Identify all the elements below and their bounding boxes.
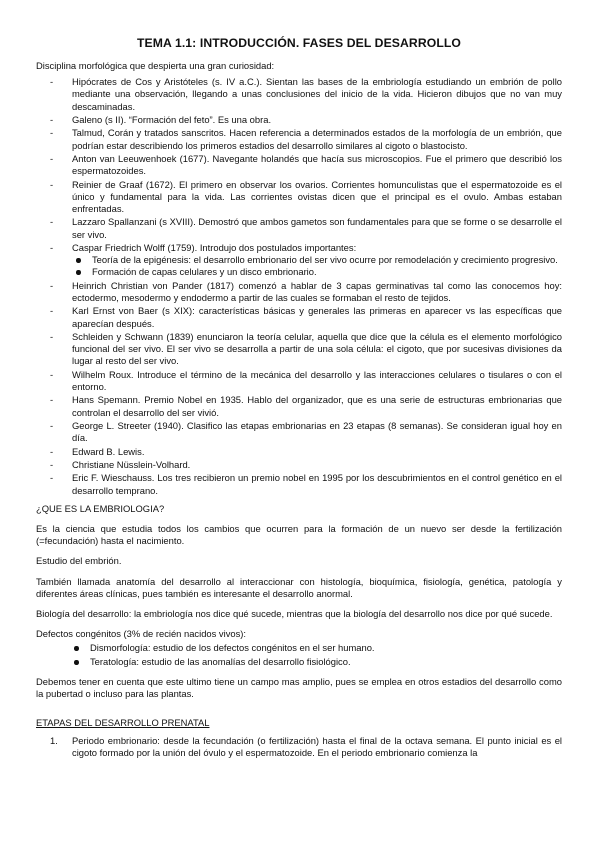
history-list [36, 76, 562, 497]
list-item: Teratología: estudio de las anomalías del desarrollo fisiológico. [70, 656, 562, 668]
sub-list-item: Formación de capas celulares y un disco embrionario. [72, 266, 562, 278]
item-text: Karl Ernst von Baer (s XIX): características básicas y generales las primeras en aparecer vs las específicas que aparecían después. [72, 305, 562, 329]
list-item [36, 114, 562, 126]
item-text: Lazzaro Spallanzani (s XVIII). Demostró que ambos gametos son fundamentales para que se forme o se desarrolle el ser vivo. [72, 216, 562, 240]
item-text: Hipócrates de Cos y Aristóteles (s. IV a.C.). Sientan las bases de la embriología estudiando un embrión de pollo mediante una observación, llegando a unas conclusiones del inicio de la vida. Hicieron dibujos que no van muy descaminadas. [72, 76, 562, 112]
list-item [36, 735, 562, 759]
list-item [36, 331, 562, 368]
list-item [36, 280, 562, 304]
list-item [36, 459, 562, 471]
defects-label: Defectos congénitos (3% de recién nacidos vivos): [36, 628, 247, 640]
bullet-icon [76, 270, 81, 275]
prenatal-heading: ETAPAS DEL DESARROLLO PRENATAL [36, 716, 210, 728]
bullet-icon [76, 258, 81, 263]
item-text: Caspar Friedrich Wolff (1759). Introdujo dos postulados importantes: [72, 241, 357, 253]
embryology-study: Estudio del embrión. [36, 555, 122, 567]
bullet-icon [74, 646, 79, 651]
list-item [36, 242, 562, 279]
list-item [36, 153, 562, 177]
embryology-heading: ¿QUE ES LA EMBRIOLOGIA? [36, 502, 165, 514]
embryology-note: Debemos tener en cuenta que este ultimo tiene un campo mas amplio, pues se emplea en otros estadios del desarrollo como la pubertad o incluso para las plantas. [36, 676, 562, 700]
list-item [36, 420, 562, 444]
item-text: Wilhelm Roux. Introduce el término de la mecánica del desarrollo y las interacciones celulares o tisulares o con el entorno. [72, 368, 562, 392]
item-number: 1. [50, 734, 58, 746]
list-item [36, 394, 562, 418]
page-title: TEMA 1.1: INTRODUCCIÓN. FASES DEL DESARROLLO [136, 36, 461, 50]
embryology-definition: Es la ciencia que estudia todos los cambios que ocurren para la formación de un nuevo ser desde la fertilización (=fecundación) hasta el nacimiento. [36, 522, 562, 547]
item-text: Heinrich Christian von Pander (1817) comenzó a hablar de 3 capas germinativas tal como las conocemos hoy: ectodermo, mesodermo y endodermo a partir de las cuales se formaban el resto de tejidos. [72, 279, 562, 303]
list-item [36, 179, 562, 216]
defects-list [36, 642, 562, 668]
list-item [36, 127, 562, 151]
item-text: Edward B. Lewis. [72, 445, 145, 457]
bullet-icon [74, 660, 79, 665]
intro-text: Disciplina morfológica que despierta una gran curiosidad: [36, 60, 275, 71]
embryology-also: También llamada anatomía del desarrollo al interaccionar con histología, bioquímica, fisiología, genética, patología y diferentes áreas clínicas, pues también es interesante el desarrollo anormal. [36, 575, 562, 599]
item-text: Eric F. Wieschauss. Los tres recibieron un premio nobel en 1995 por los descubrimientos en el control genético en el desarrollo temprano. [72, 472, 562, 496]
item-text: Talmud, Corán y tratados sanscritos. Hacen referencia a determinados estados de la morfología de un embrión, que podrían estar describiendo los primeros estadios del desarrollo similares al cigoto o blastocisto. [72, 127, 562, 151]
list-item [36, 472, 562, 496]
list-item [36, 446, 562, 458]
item-text: Periodo embrionario: desde la fecundación (o fertilización) hasta el final de la octava semana. El punto inicial es el cigoto formado por la unión del óvulo y el espermatozoide. En el periodo embrionario comienza la [72, 734, 562, 759]
item-text: Christiane Nüsslein-Volhard. [72, 458, 191, 470]
item-text: Anton van Leeuwenhoek (1677). Navegante holandés que hacía sus microscopios. Fue el primero que describió los espermatozoides. [72, 152, 562, 177]
embryology-biology: Biología del desarrollo: la embriología nos dice qué sucede, mientras que la biología del desarrollo nos dice por qué sucede. [36, 607, 553, 619]
item-text: Schleiden y Schwann (1839) enunciaron la teoría celular, aquella que dice que la célula es el elemento morfológico funcional del ser vivo. El ser vivo se desarrolla a partir de una sola célula: el cigoto, que por sucesivas divisiones da lugar al resto del ser vivo. [72, 330, 562, 367]
list-item [36, 305, 562, 329]
item-text: Reinier de Graaf (1672). El primero en observar los ovarios. Corrientes homunculistas que el espermatozoide es el único y fundamental para la vida. Las corrientes ovistas dicen que el principal es el ovulo. Ambas estaban enfrentadas. [72, 178, 562, 214]
prenatal-list [36, 735, 562, 759]
item-text: Galeno (s II). “Formación del feto”. Es una obra. [72, 114, 272, 125]
item-text: Hans Spemann. Premio Nobel en 1935. Hablo del organizador, que es una serie de estructuras embrionarias que controlan el desarrollo del ser vivió. [72, 394, 562, 418]
list-item [36, 369, 562, 393]
sub-list [72, 254, 562, 278]
list-item: Dismorfología: estudio de los defectos congénitos en el ser humano. [70, 642, 562, 654]
list-item [36, 216, 562, 240]
item-text: George L. Streeter (1940). Clasifico las etapas embrionarias en 23 etapas (8 semanas). Se consideran igual hoy en día. [72, 419, 562, 444]
sub-list-item: Teoría de la epigénesis: el desarrollo embrionario del ser vivo ocurre por remodelación y crecimiento progresivo. [72, 254, 562, 266]
list-item [36, 76, 562, 113]
